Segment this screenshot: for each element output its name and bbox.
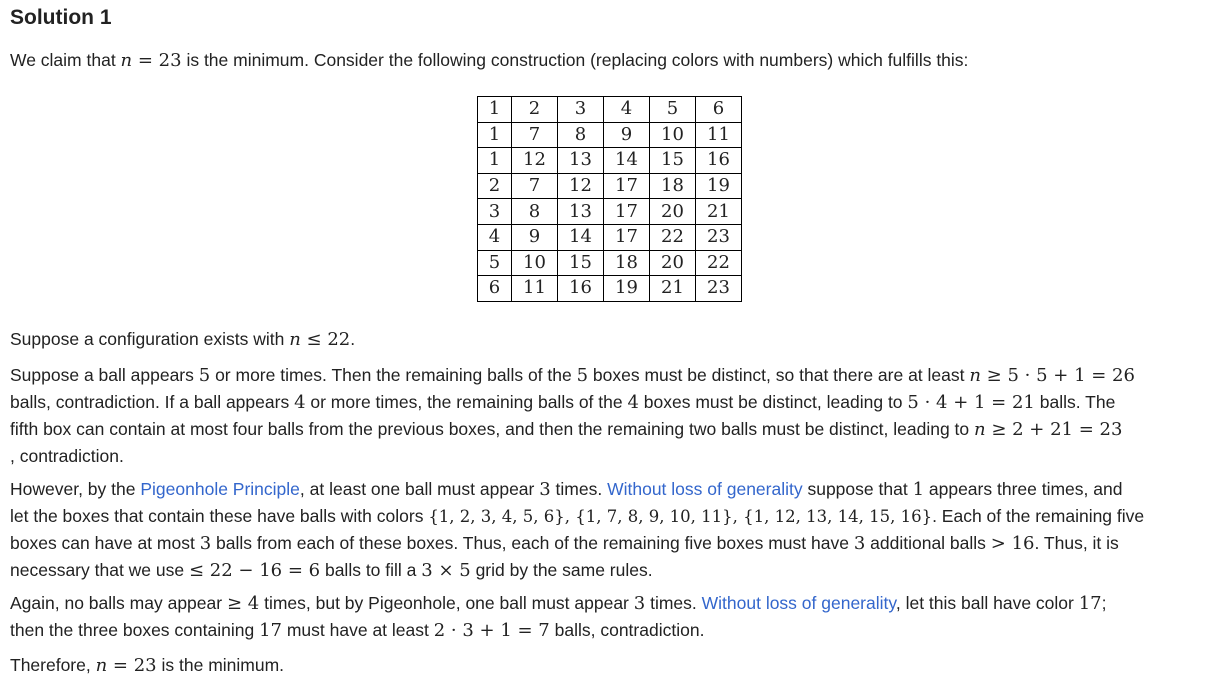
grid-cell: 11: [696, 122, 742, 148]
text: grid by the same rules.: [470, 560, 653, 580]
grid-cell: 16: [558, 276, 604, 302]
grid-cell: 6: [696, 97, 742, 123]
grid-row: [478, 276, 742, 302]
grid-cell: 8: [558, 122, 604, 148]
text: let the boxes that contain these have balls with colors: [10, 506, 429, 526]
text: . Each of the remaining five: [932, 506, 1145, 526]
math: ≤ 22: [300, 329, 351, 350]
text: However, by the: [10, 479, 141, 499]
text: boxes must be distinct, so that there are at least: [588, 365, 970, 385]
math: = 23: [107, 655, 157, 676]
conclusion-paragraph: [10, 590, 1210, 644]
text: .: [350, 329, 356, 349]
grid-cell: 9: [604, 122, 650, 148]
grid-cell: 13: [558, 199, 604, 225]
math-var: n: [969, 365, 981, 386]
grid-cell: 16: [696, 148, 742, 174]
without-loss-of-generality-link[interactable]: Without loss of generality: [701, 593, 896, 613]
text: balls, contradiction.: [549, 620, 705, 640]
grid-cell: 5: [478, 250, 512, 276]
math: ≥ 2 + 21 = 23: [985, 419, 1123, 440]
grid-cell: 14: [558, 224, 604, 250]
grid-cell: 1: [478, 148, 512, 174]
grid-cell: 15: [650, 148, 696, 174]
grid-row: [478, 250, 742, 276]
text: times.: [645, 593, 702, 613]
grid-cell: 14: [604, 148, 650, 174]
grid-cell: 22: [696, 250, 742, 276]
text: , contradiction.: [10, 446, 124, 466]
text: , let this ball have color: [895, 593, 1079, 613]
math: 4: [627, 392, 639, 413]
grid-cell: 12: [558, 173, 604, 199]
final-paragraph: [10, 652, 1210, 679]
grid-cell: 13: [558, 148, 604, 174]
grid-cell: 17: [604, 173, 650, 199]
grid-cell: 18: [650, 173, 696, 199]
grid-cell: 21: [696, 199, 742, 225]
grid-cell: 23: [696, 276, 742, 302]
text: is the minimum. Consider the following construction (replacing colors with numbers) which fulfills this:: [181, 50, 969, 70]
text: or more times, the remaining balls of the: [305, 392, 628, 412]
grid-cell: 20: [650, 250, 696, 276]
grid-cell: 3: [478, 199, 512, 225]
math: ≥ 4: [226, 593, 260, 614]
math: 3: [633, 593, 646, 614]
grid-row: [478, 148, 742, 174]
grid-row: [478, 173, 742, 199]
grid-cell: 22: [650, 224, 696, 250]
grid-cell: 6: [478, 276, 512, 302]
math: 3: [199, 533, 212, 554]
math: 5: [198, 365, 211, 386]
text: balls, contradiction. If a ball appears: [10, 392, 295, 412]
grid-cell: 19: [696, 173, 742, 199]
grid-cell: 8: [512, 199, 558, 225]
text: boxes can have at most: [10, 533, 200, 553]
math: 3: [539, 479, 551, 500]
math: 5: [576, 365, 589, 386]
text: Suppose a ball appears: [10, 365, 199, 385]
grid-cell: 21: [650, 276, 696, 302]
grid-row: [478, 199, 742, 225]
math-var: n: [289, 329, 301, 350]
text: then the three boxes containing: [10, 620, 260, 640]
grid-cell: 2: [512, 97, 558, 123]
grid-cell: 11: [512, 276, 558, 302]
grid-cell: 9: [512, 224, 558, 250]
grid-cell: 1: [478, 122, 512, 148]
text: appears three times, and: [924, 479, 1123, 499]
text: suppose that: [802, 479, 913, 499]
pigeonhole-principle-link[interactable]: Pigeonhole Principle: [140, 479, 300, 499]
pigeonhole-paragraph: [10, 476, 1210, 584]
grid-row: [478, 97, 742, 123]
grid-cell: 10: [650, 122, 696, 148]
text: is the minimum.: [156, 655, 285, 675]
construction-grid: [477, 96, 742, 302]
text: Again, no balls may appear: [10, 593, 227, 613]
math: 2 · 3 + 1 = 7: [433, 620, 550, 641]
text: balls to fill a: [320, 560, 422, 580]
math: > 16: [990, 533, 1035, 554]
math: 3: [853, 533, 866, 554]
text: ;: [1101, 593, 1107, 613]
text: balls. The: [1034, 392, 1116, 412]
grid-cell: 23: [696, 224, 742, 250]
math: 3 × 5: [421, 560, 471, 581]
grid-row: [478, 122, 742, 148]
math: ≤ 22 − 16 = 6: [188, 560, 321, 581]
grid-cell: 19: [604, 276, 650, 302]
math-var: n: [95, 655, 108, 676]
text: times, but by Pigeonhole, one ball must appear: [259, 593, 634, 613]
math: {1, 2, 3, 4, 5, 6}, {1, 7, 8, 9, 10, 11}, {1, 12, 13, 14, 15, 16}: [428, 507, 933, 526]
grid-row: [478, 224, 742, 250]
math: 4: [294, 392, 306, 413]
grid-cell: 18: [604, 250, 650, 276]
grid-cell: 4: [478, 224, 512, 250]
math: = 23: [132, 50, 182, 71]
text: Therefore,: [10, 655, 96, 675]
math: ≥ 5 · 5 + 1 = 26: [980, 365, 1135, 386]
math: 1: [912, 479, 925, 500]
text: additional balls: [865, 533, 991, 553]
text: fifth box can contain at most four balls from the previous boxes, and then the remaining two balls must be distinct, leading to: [10, 419, 974, 439]
grid-cell: 4: [604, 97, 650, 123]
grid-cell: 3: [558, 97, 604, 123]
grid-cell: 1: [478, 97, 512, 123]
text: must have at least: [281, 620, 434, 640]
grid-cell: 15: [558, 250, 604, 276]
assumption-paragraph: [10, 326, 1210, 353]
text: . Thus, it is: [1034, 533, 1119, 553]
text: Suppose a configuration exists with: [10, 329, 290, 349]
text: balls from each of these boxes. Thus, each of the remaining five boxes must have: [211, 533, 854, 553]
math-var: n: [120, 50, 133, 71]
grid-cell: 7: [512, 173, 558, 199]
grid-cell: 12: [512, 148, 558, 174]
grid-cell: 2: [478, 173, 512, 199]
case-paragraph: [10, 362, 1210, 469]
text: , at least one ball must appear: [299, 479, 540, 499]
grid-cell: 20: [650, 199, 696, 225]
text: necessary that we use: [10, 560, 189, 580]
text: or more times. Then the remaining balls of the: [210, 365, 577, 385]
solution-heading: Solution 1: [10, 6, 112, 29]
without-loss-of-generality-link[interactable]: Without loss of generality: [607, 479, 803, 499]
grid-cell: 17: [604, 224, 650, 250]
grid-cell: 5: [650, 97, 696, 123]
math: 17: [1078, 593, 1102, 614]
grid-cell: 7: [512, 122, 558, 148]
text: We claim that: [10, 50, 121, 70]
math: 17: [259, 620, 282, 641]
math-var: n: [974, 419, 986, 440]
grid-cell: 10: [512, 250, 558, 276]
math: 5 · 4 + 1 = 21: [907, 392, 1035, 413]
intro-paragraph: [10, 47, 1210, 74]
grid-cell: 17: [604, 199, 650, 225]
text: times.: [550, 479, 608, 499]
text: boxes must be distinct, leading to: [638, 392, 908, 412]
